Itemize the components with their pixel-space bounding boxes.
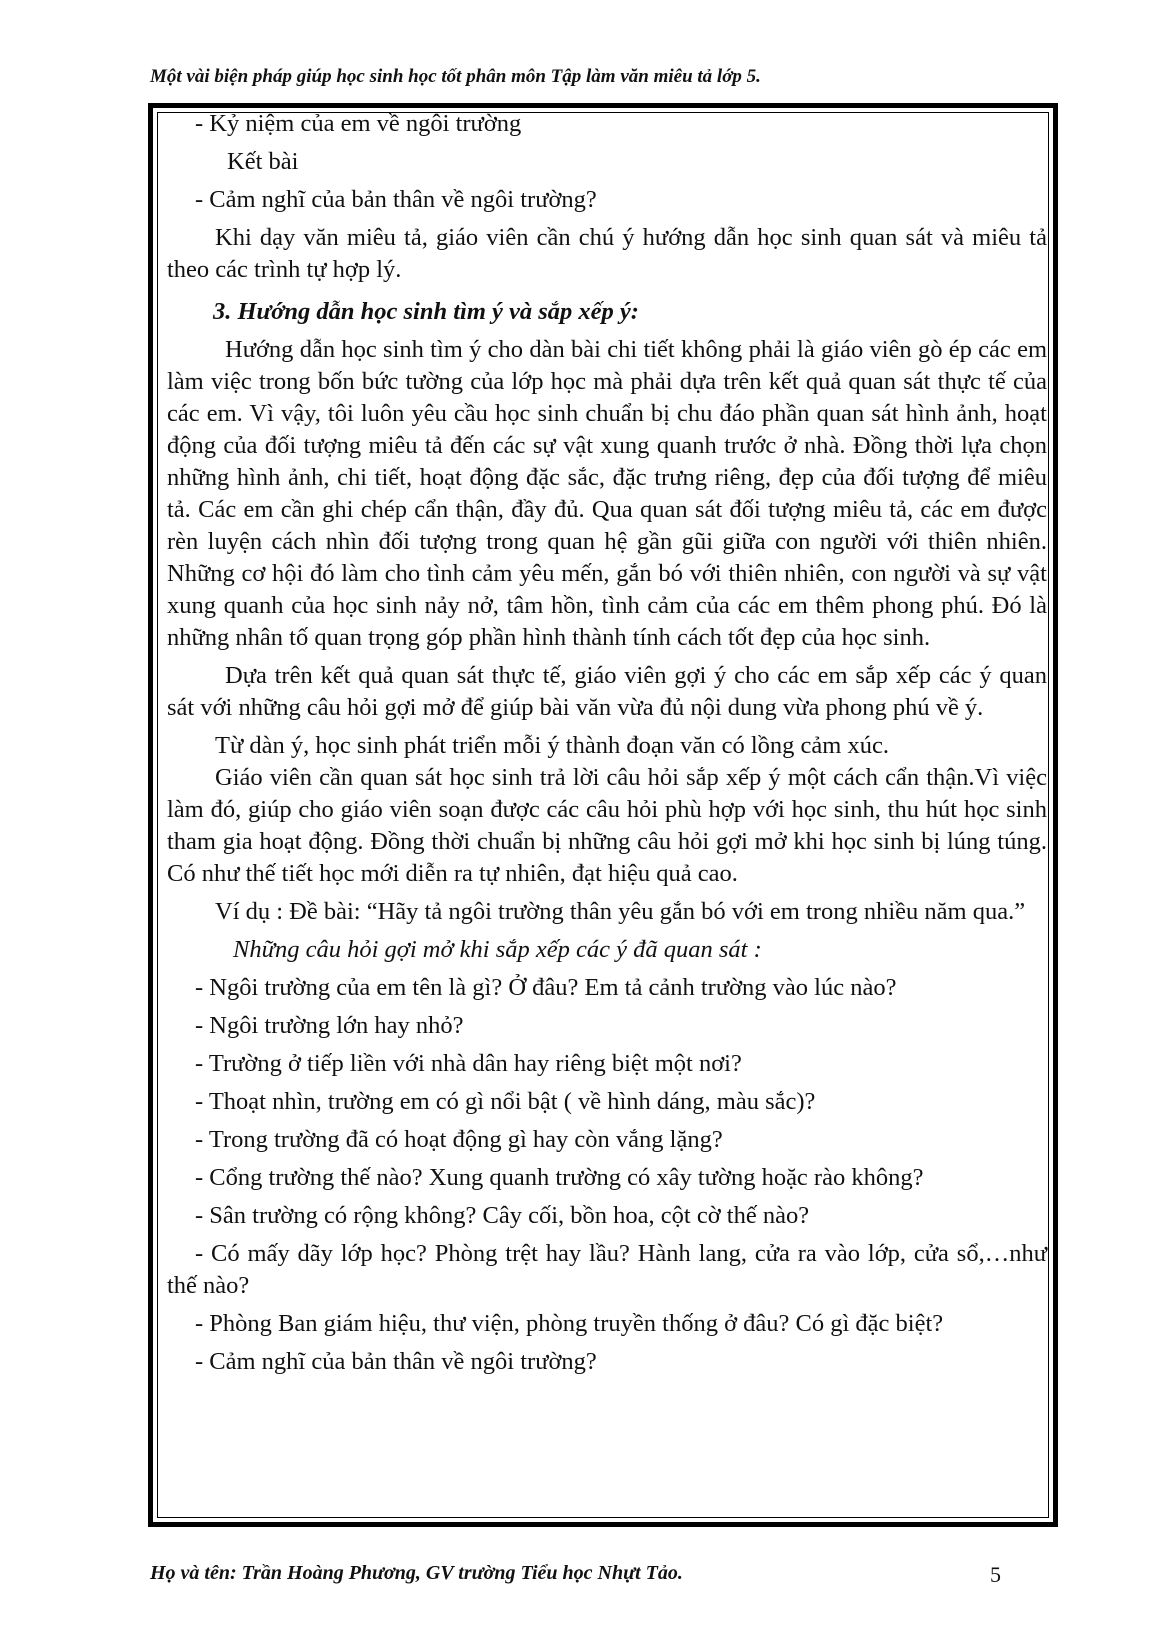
running-header: Một vài biện pháp giúp học sinh học tốt phân môn Tập làm văn miêu tả lớp 5. <box>150 66 761 87</box>
paragraph-vi-du: Ví dụ : Đề bài: “Hãy tả ngôi trường thân yêu gắn bó với em trong nhiều năm qua.” <box>215 898 1026 925</box>
paragraph-giao-vien: Giáo viên cần quan sát học sinh trả lời câu hỏi sắp xếp ý một cách cẩn thận.Vì việc làm đó, giúp cho giáo viên soạn được các câu hỏi phù hợp với học sinh, thu hút học sinh tham gia hoạt động. Đồng thời chuẩn bị những câu hỏi gợi mở khi học sinh bị lúng túng. Có như thế tiết học mới diễn ra tự nhiên, đạt hiệu quả cao. <box>167 764 1047 887</box>
paragraph-khi-day: Khi dạy văn miêu tả, giáo viên cần chú ý hướng dẫn học sinh quan sát và miêu tả theo các trình tự hợp lý. <box>167 224 1047 283</box>
question-item: - Ngôi trường của em tên là gì? Ở đâu? Em tả cảnh trường vào lúc nào? <box>195 974 897 1001</box>
document-body <box>167 108 1047 1378</box>
outline-ket-bai: Kết bài <box>227 148 299 175</box>
question-item: - Cảm nghĩ của bản thân về ngôi trường? <box>195 1348 597 1375</box>
paragraph-tu-dan-y: Từ dàn ý, học sinh phát triển mỗi ý thành đoạn văn có lồng cảm xúc. <box>215 732 889 759</box>
footer-author: Họ và tên: Trần Hoàng Phương, GV trường Tiểu học Nhựt Tảo. <box>150 1562 683 1584</box>
questions-intro: Những câu hỏi gợi mở khi sắp xếp các ý đã quan sát : <box>233 936 762 963</box>
outline-line-ky-niem: - Kỷ niệm của em về ngôi trường <box>195 110 522 137</box>
question-item: - Trường ở tiếp liền với nhà dân hay riêng biệt một nơi? <box>195 1050 742 1077</box>
question-item: - Ngôi trường lớn hay nhỏ? <box>195 1012 464 1039</box>
paragraph-dua-tren: Dựa trên kết quả quan sát thực tế, giáo viên gợi ý cho các em sắp xếp các ý quan sát với những câu hỏi gợi mở để giúp bài văn vừa đủ nội dung vừa phong phú về ý. <box>167 662 1047 721</box>
question-item: - Có mấy dãy lớp học? Phòng trệt hay lầu? Hành lang, cửa ra vào lớp, cửa sổ,…như thế nào? <box>167 1240 1047 1299</box>
outline-line-cam-nghi: - Cảm nghĩ của bản thân về ngôi trường? <box>195 186 597 213</box>
question-item: - Phòng Ban giám hiệu, thư viện, phòng truyền thống ở đâu? Có gì đặc biệt? <box>195 1310 944 1337</box>
question-item: - Trong trường đã có hoạt động gì hay còn vắng lặng? <box>195 1126 723 1153</box>
section-heading: 3. Hướng dẫn học sinh tìm ý và sắp xếp ý: <box>213 298 639 325</box>
question-item: - Cổng trường thế nào? Xung quanh trường có xây tường hoặc rào không? <box>195 1164 924 1191</box>
paragraph-huong-dan: Hướng dẫn học sinh tìm ý cho dàn bài chi tiết không phải là giáo viên gò ép các em làm việc trong bốn bức tường của lớp học mà phải dựa trên kết quả quan sát thực tế của các em. Vì vậy, tôi luôn yêu cầu học sinh chuẩn bị chu đáo phần quan sát hình ảnh, hoạt động của đối tượng miêu tả đến các sự vật xung quanh trước ở nhà. Đồng thời lựa chọn những hình ảnh, chi tiết, hoạt động đặc sắc, đặc trưng riêng, đẹp của đối tượng để miêu tả. Các em cần ghi chép cẩn thận, đầy đủ. Qua quan sát đối tượng miêu tả, các em được rèn luyện cách nhìn đối tượng trong quan hệ gần gũi giữa con người với thiên nhiên. Những cơ hội đó làm cho tình cảm yêu mến, gắn bó với thiên nhiên, con người và sự vật xung quanh của học sinh nảy nở, tâm hồn, tình cảm của các em thêm phong phú. Đó là những nhân tố quan trọng góp phần hình thành tính cách tốt đẹp của học sinh. <box>167 336 1047 651</box>
question-item: - Thoạt nhìn, trường em có gì nổi bật ( về hình dáng, màu sắc)? <box>195 1088 816 1115</box>
question-item: - Sân trường có rộng không? Cây cối, bồn hoa, cột cờ thế nào? <box>195 1202 810 1229</box>
page-number: 5 <box>990 1562 1001 1587</box>
